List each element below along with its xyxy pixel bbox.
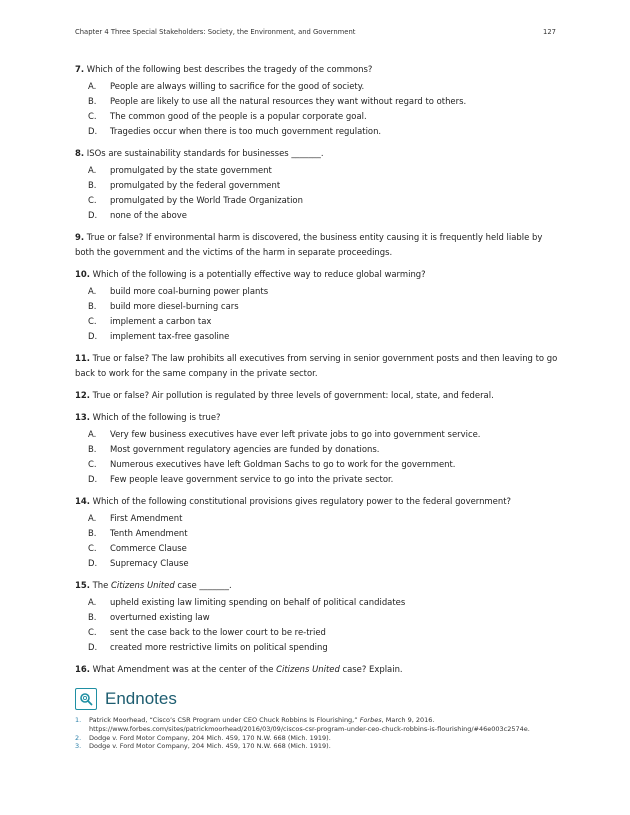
option-d: D. none of the above <box>88 210 187 220</box>
option-b: B. build more diesel-burning cars <box>88 301 239 311</box>
question-10 <box>75 267 560 344</box>
option-c: C. Commerce Clause <box>88 543 187 553</box>
question-stem: 16. What Amendment was at the center of the Citizens United case? Explain. <box>75 664 403 674</box>
endnotes-section <box>75 686 565 751</box>
endnotes-header <box>75 686 565 712</box>
option-c: C. implement a carbon tax <box>88 316 212 326</box>
option-a: A. First Amendment <box>88 513 183 523</box>
option-b: B. promulgated by the federal government <box>88 180 281 190</box>
option-b: B. Most government regulatory agencies are funded by donations. <box>88 444 380 454</box>
option-c: C. Numerous executives have left Goldman Sachs to go to work for the government. <box>88 459 456 469</box>
endnotes-title: Endnotes <box>105 689 177 708</box>
option-d: D. Tragedies occur when there is too much government regulation. <box>88 126 382 136</box>
option-d: D. created more restrictive limits on political spending <box>88 642 328 652</box>
question-stem: 10. Which of the following is a potentially effective way to reduce global warming? <box>75 269 426 279</box>
option-c: C. sent the case back to the lower court to be re-tried <box>88 627 326 637</box>
question-14 <box>75 494 560 571</box>
endnote-item: 3. Dodge v. Ford Motor Company, 204 Mich. 459, 170 N.W. 668 (Mich. 1919). <box>75 742 331 751</box>
question-8 <box>75 146 560 223</box>
question-stem: 15. The Citizens United case _______. <box>75 580 232 590</box>
endnotes-list <box>75 716 565 751</box>
review-questions <box>75 62 560 679</box>
question-7 <box>75 62 560 139</box>
magnifier-icon <box>75 688 97 710</box>
option-d: D. Supremacy Clause <box>88 558 189 568</box>
question-stem: 11. True or false? The law prohibits all executives from serving in senior government posts and then leaving to go back to work for the same company in the private sector. <box>75 353 558 378</box>
question-16 <box>75 662 560 677</box>
option-b: B. Tenth Amendment <box>88 528 188 538</box>
question-11 <box>75 351 560 381</box>
question-stem: 14. Which of the following constitutional provisions gives regulatory power to the federal government? <box>75 496 511 506</box>
question-12 <box>75 388 560 403</box>
question-stem: 13. Which of the following is true? <box>75 412 221 422</box>
question-stem: 7. Which of the following best describes the tragedy of the commons? <box>75 64 373 74</box>
option-a: A. People are always willing to sacrifice for the good of society. <box>88 81 365 91</box>
option-a: A. promulgated by the state government <box>88 165 272 175</box>
question-9 <box>75 230 560 260</box>
endnote-item: 2. Dodge v. Ford Motor Company, 204 Mich. 459, 170 N.W. 668 (Mich. 1919). <box>75 733 331 742</box>
option-d: D. implement tax-free gasoline <box>88 331 230 341</box>
option-a: A. upheld existing law limiting spending on behalf of political candidates <box>88 597 406 607</box>
option-a: A. Very few business executives have ever left private jobs to go into government service. <box>88 429 481 439</box>
question-stem: 8. ISOs are sustainability standards for businesses _______. <box>75 148 324 158</box>
chapter-title: Chapter 4 Three Special Stakeholders: Society, the Environment, and Government <box>75 28 356 36</box>
option-b: B. People are likely to use all the natural resources they want without regard to others. <box>88 96 467 106</box>
question-stem: 12. True or false? Air pollution is regulated by three levels of government: local, state, and federal. <box>75 390 494 400</box>
question-13 <box>75 410 560 487</box>
option-a: A. build more coal-burning power plants <box>88 286 269 296</box>
option-d: D. Few people leave government service to go into the private sector. <box>88 474 394 484</box>
option-b: B. overturned existing law <box>88 612 210 622</box>
question-15 <box>75 578 560 655</box>
endnote-item: 1. Patrick Moorhead, “Cisco’s CSR Program under CEO Chuck Robbins Is Flourishing,” Forbes, March 9, 2016. https://www.forbes.com/sites/patrickmoorhead/2016/03/09/ciscos-csr-program-under-ceo-chuck-robbins-is-flourishing/#46e003c2574e. <box>75 716 530 733</box>
option-c: C. The common good of the people is a popular corporate goal. <box>88 111 367 121</box>
option-c: C. promulgated by the World Trade Organization <box>88 195 303 205</box>
question-stem: 9. True or false? If environmental harm is discovered, the business entity causing it is frequently held liable by both the government and the victims of the harm in separate proceedings. <box>75 232 543 257</box>
page-number: 127 <box>543 28 556 36</box>
